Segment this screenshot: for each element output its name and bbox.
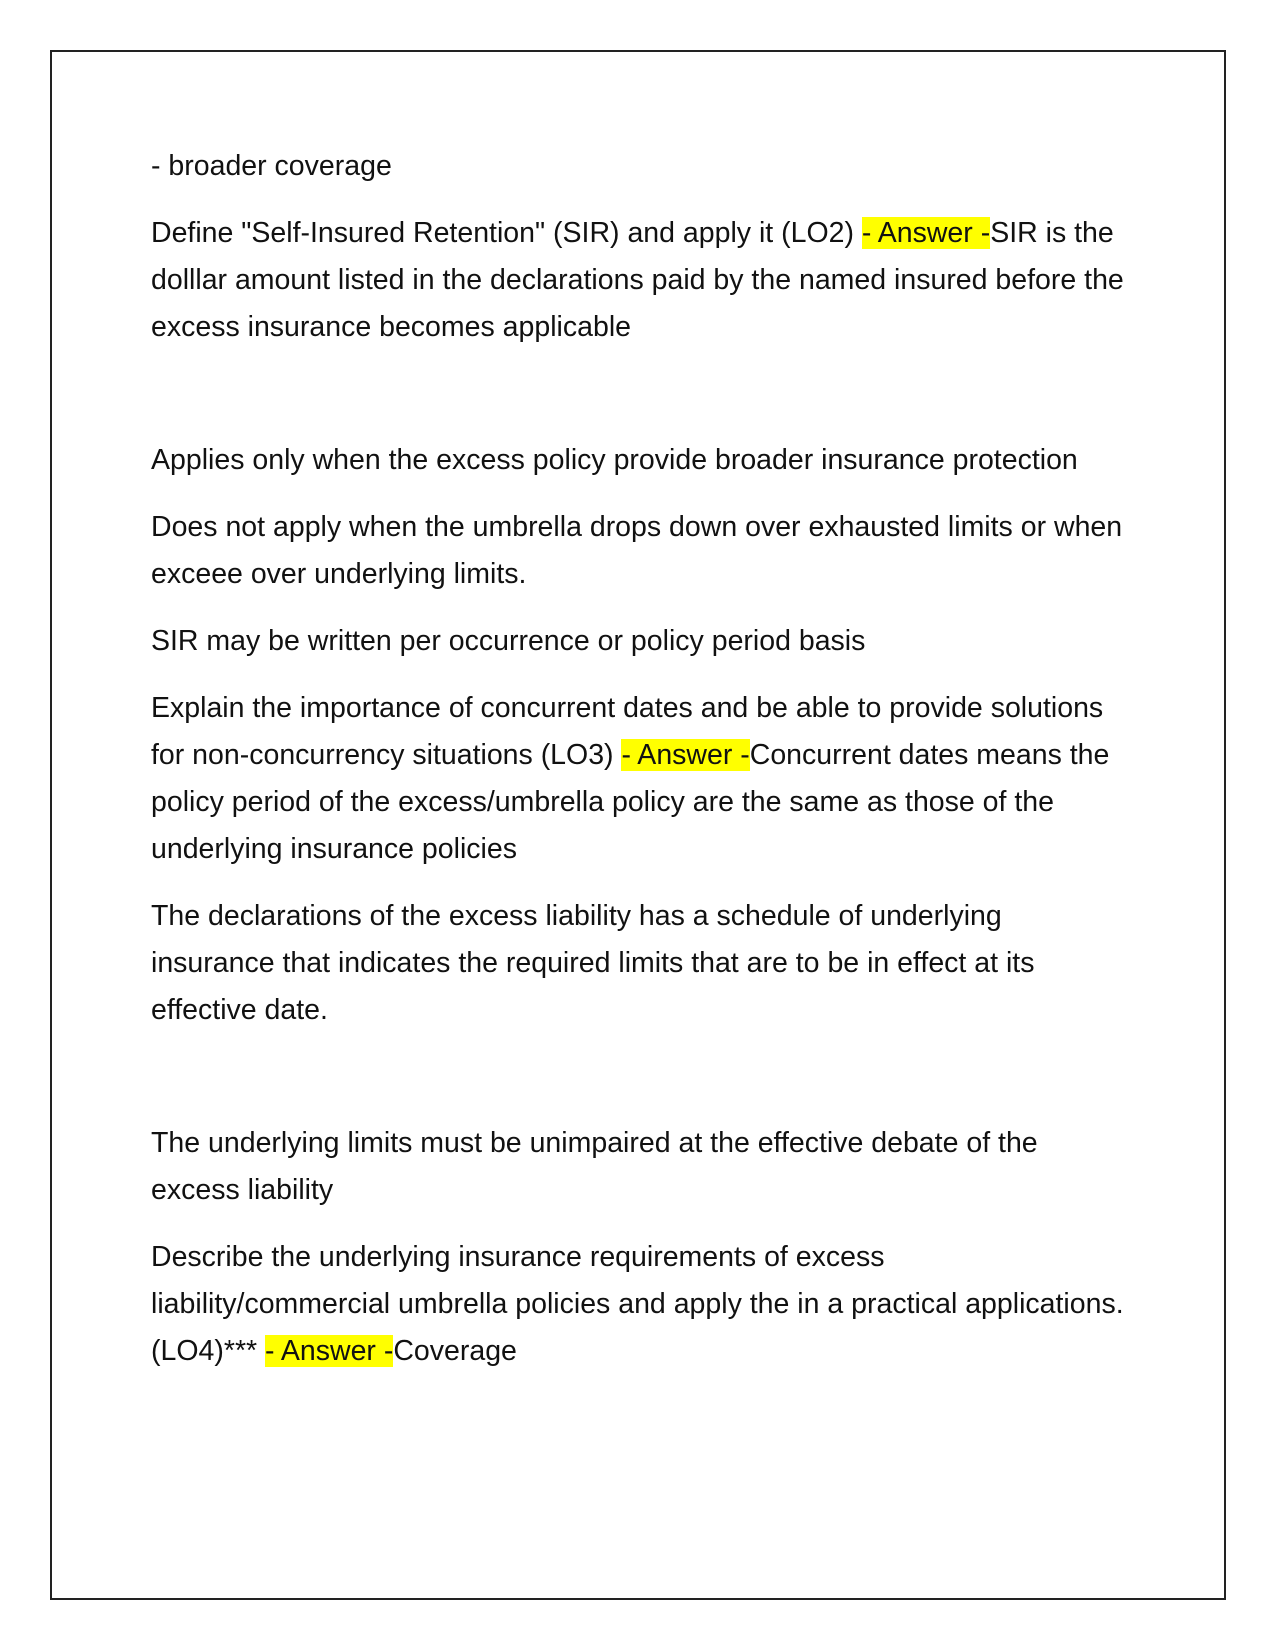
text-paragraph: The declarations of the excess liability has a schedule of underlying insurance that indicates the required limits that are to be in effect at its effective date.	[151, 900, 1035, 1026]
answer-text: SIR is the dolllar amount listed in the declarations paid by the named insured before the excess insurance becomes applicable	[151, 217, 1124, 343]
text-paragraph: Does not apply when the umbrella drops down over exhausted limits or when exceee over underlying limits.	[151, 511, 1123, 590]
answer-text: Concurrent dates means the policy period of the excess/umbrella policy are the same as those of the underlying insurance policies	[151, 739, 1110, 865]
text-paragraph: The underlying limits must be unimpaired at the effective debate of the excess liability	[151, 1127, 1038, 1206]
qa-paragraph	[151, 685, 1131, 873]
qa-paragraph	[151, 1234, 1131, 1375]
text-paragraph: SIR may be written per occurrence or policy period basis	[151, 625, 866, 657]
document-body	[151, 143, 1131, 1395]
answer-marker: - Answer -	[265, 1335, 394, 1367]
answer-marker: - Answer -	[621, 739, 750, 771]
blank-gap	[151, 1054, 1131, 1120]
qa-paragraph	[151, 210, 1131, 351]
answer-text: Coverage	[393, 1335, 517, 1367]
text-paragraph: - broader coverage	[151, 150, 392, 182]
blank-gap	[151, 371, 1131, 437]
question-text: Describe the underlying insurance requirements of excess liability/commercial umbrella policies and apply the in a practical applications. (LO4)***	[151, 1241, 1124, 1367]
question-text: Explain the importance of concurrent dates and be able to provide solutions for non-concurrency situations (LO3)	[151, 692, 1104, 771]
answer-marker: - Answer -	[861, 217, 991, 249]
question-text: Define "Self-Insured Retention" (SIR) and apply it (LO2)	[151, 217, 862, 249]
text-paragraph: Applies only when the excess policy provide broader insurance protection	[151, 444, 1078, 476]
